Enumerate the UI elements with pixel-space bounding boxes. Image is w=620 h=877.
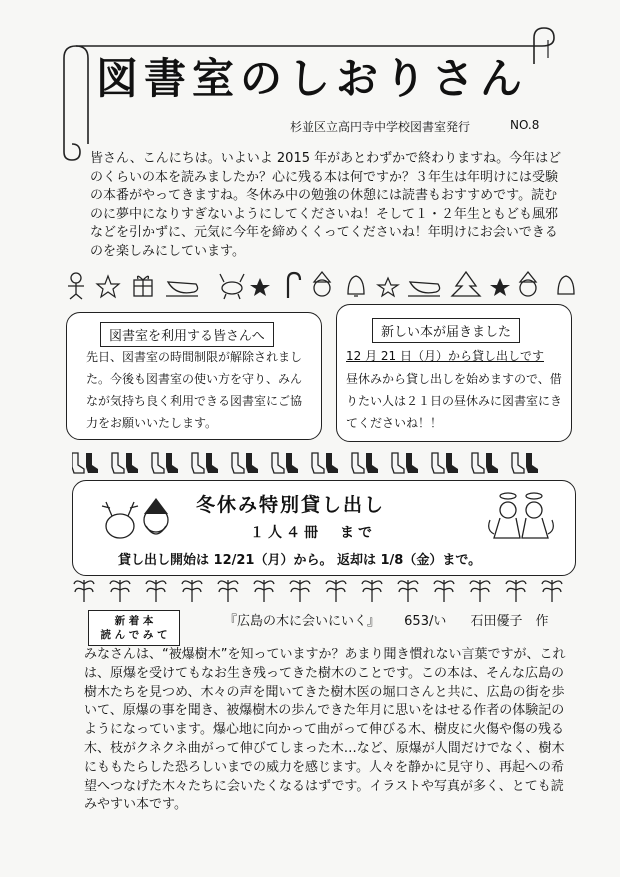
book-review-text: みなさんは、“被爆樹木”を知っていますか？あまり聞き慣れない言葉ですが、これは、原爆を受けてもなお生き残ってきた樹木のことです。この本は、そんな広島の樹木たちを見つめ、木々の声を聞いてきた樹木医の堀口さんと共に、広島の街を歩いて、原爆の事を聞き、被爆樹木の歩んできた年月に思いをはせる作者の体験記のようになっています。爆心地に向かって曲がって伸びる木、樹皮に火傷や傷の残る木、枝がクネクネ曲がって伸びてしまった木…など、原爆が人間だけでなく、樹木にももたらした恐ろしいまでの威力を感じます。人々を静かに見守り、再起への希望へつなげた木々たちに会いたくなるはずです。イラストや写真が多く、とても読みやすい本です。 bbox=[84, 647, 566, 813]
page-title: 図書室のしおりさん bbox=[96, 54, 529, 103]
star-icon bbox=[250, 278, 270, 296]
gingerbread-icon bbox=[68, 273, 84, 299]
star-icon bbox=[490, 278, 510, 296]
stocking-decoration-row bbox=[72, 449, 574, 475]
sleigh-icon bbox=[166, 282, 198, 296]
christmas-decoration-row bbox=[64, 270, 580, 300]
bell-icon bbox=[558, 276, 574, 294]
star-icon bbox=[97, 276, 119, 297]
santa-icon bbox=[314, 272, 330, 296]
holiday-limit: １人４冊 まで bbox=[250, 525, 376, 541]
reindeer-santa-icon bbox=[96, 490, 182, 546]
tree-decoration-row bbox=[72, 576, 572, 602]
book-author: 石田優子 作 bbox=[470, 614, 549, 629]
new-book-label-line2: 読 ん で み て bbox=[100, 629, 168, 641]
publisher-line: 杉並区立高円寺中学校図書室発行 bbox=[290, 120, 471, 134]
tree-icon bbox=[452, 272, 480, 296]
sleigh-icon bbox=[408, 282, 440, 296]
angels-icon bbox=[486, 490, 556, 546]
book-info-line bbox=[224, 610, 569, 629]
holiday-dates: 貸し出し開始は 12/21（月）から。 返却は 1/8（金）まで。 bbox=[118, 553, 482, 568]
holiday-title: 冬休み特別貸し出し bbox=[196, 494, 386, 516]
candy-cane-icon bbox=[288, 273, 300, 298]
notice-left-label: 図書室を利用する皆さんへ bbox=[100, 322, 274, 347]
notice-right-text: 昼休みから貸し出しを始めますので、借りたい人は２１日の昼休みに図書室にきてくださいね！！ bbox=[346, 372, 563, 430]
gift-icon bbox=[134, 276, 152, 296]
reindeer-icon bbox=[220, 274, 244, 299]
notice-left-text: 先日、図書室の時間制限が解除されました。今後も図書室の使い方を守り、みんなが気持ち良く利用できる図書室にご協力をお願いいたします。 bbox=[86, 350, 303, 430]
star-icon bbox=[378, 278, 398, 296]
notice-right-highlight: 12 月 21 日（月）から貸し出しです bbox=[346, 349, 544, 363]
notice-right-label: 新しい本が届きました bbox=[372, 318, 520, 343]
bell-icon bbox=[348, 276, 364, 296]
santa-icon bbox=[520, 272, 536, 296]
book-call-number: 653/い bbox=[404, 614, 447, 629]
intro-paragraph: 皆さん、こんにちは。いよいよ 2015 年があとわずかで終わりますね。今年はどのくらいの本を読みましたか？心に残る本は何ですか？３年生は年明けには受験の本番がやってきますね。冬休み中の勉強の休憩には読書もおすすめです。読むのに夢中になりすぎないようにしてくださいね！そして１・２年生ともども風邪などを引かずに、元気に今年を締めくくってくださいね！年明けにお会いできるのを楽しみにしています。 bbox=[90, 151, 562, 259]
book-title: 『広島の木に会いにいく』 bbox=[224, 614, 381, 629]
new-book-label bbox=[88, 610, 180, 646]
issue-number: NO.8 bbox=[510, 118, 540, 132]
new-book-label-line1: 新 着 本 bbox=[114, 615, 154, 627]
